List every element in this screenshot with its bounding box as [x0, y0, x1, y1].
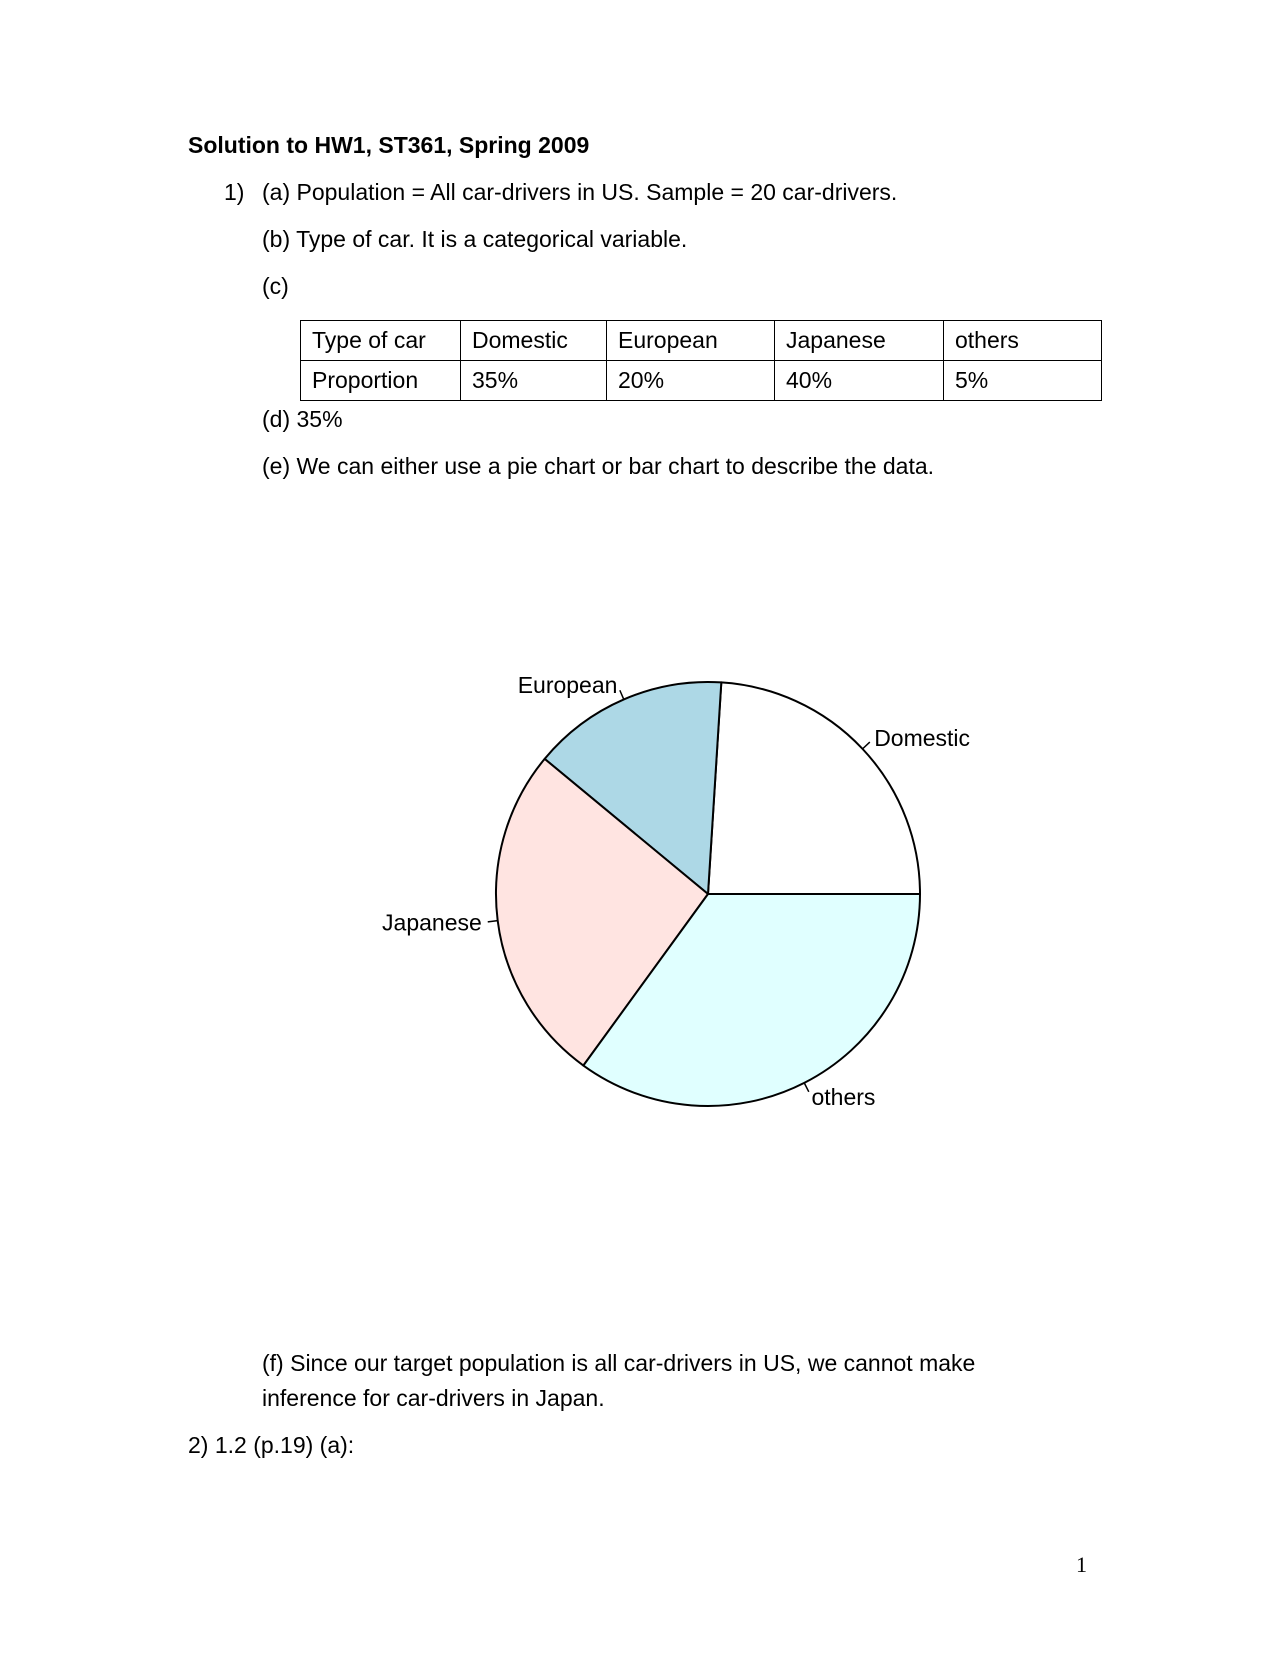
- answer-1b: (b) Type of car. It is a categorical variable.: [262, 226, 688, 252]
- pie-label-tick: [863, 742, 870, 749]
- answer-1c-label: (c): [262, 273, 289, 299]
- document-title: Solution to HW1, ST361, Spring 2009: [188, 132, 590, 158]
- table-cell: 40%: [775, 361, 944, 401]
- table-cell: 5%: [944, 361, 1102, 401]
- proportion-table: [300, 320, 1102, 401]
- pie-label-japanese: Japanese: [382, 909, 482, 936]
- table-cell: 20%: [607, 361, 775, 401]
- table-row: [301, 361, 1102, 401]
- question-2: 2) 1.2 (p.19) (a):: [188, 1432, 355, 1458]
- answer-1e: (e) We can either use a pie chart or bar chart to describe the data.: [262, 453, 935, 479]
- pie-chart: [340, 650, 1000, 1130]
- pie-label-tick: [488, 921, 498, 922]
- answer-1d: (d) 35%: [262, 406, 343, 432]
- pie-label-others: others: [811, 1084, 876, 1111]
- table-cell: European: [607, 321, 775, 361]
- table-cell: others: [944, 321, 1102, 361]
- page-number: 1: [1076, 1552, 1087, 1577]
- pie-label-tick: [620, 690, 624, 699]
- question-1-number: 1): [224, 179, 245, 205]
- answer-1a: (a) Population = All car-drivers in US. Sample = 20 car-drivers.: [262, 179, 898, 205]
- table-cell: Type of car: [301, 321, 461, 361]
- pie-label-tick: [804, 1083, 809, 1092]
- answer-1f-line1: (f) Since our target population is all car-drivers in US, we cannot make: [262, 1350, 976, 1376]
- pie-label-domestic: Domestic: [874, 724, 971, 751]
- table-cell: Proportion: [301, 361, 461, 401]
- pie-slice-domestic: [708, 682, 920, 894]
- table-cell: Domestic: [461, 321, 607, 361]
- table-cell: Japanese: [775, 321, 944, 361]
- table-cell: 35%: [461, 361, 607, 401]
- answer-1f-line2: inference for car-drivers in Japan.: [262, 1385, 605, 1411]
- pie-label-european: European: [517, 671, 618, 698]
- table-row: [301, 321, 1102, 361]
